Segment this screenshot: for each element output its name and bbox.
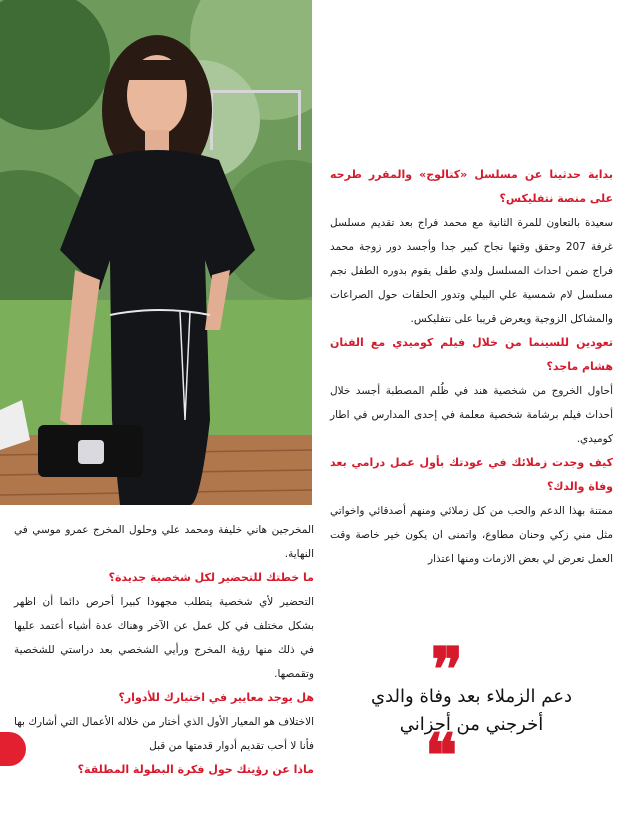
- pull-quote-line-1: دعم الزملاء بعد وفاة والدي: [371, 686, 572, 707]
- question-criteria: هل يوجد معايير في اختيارك للأدوار؟: [118, 691, 314, 704]
- left-column: [14, 518, 314, 782]
- quote-close-icon: ❝: [425, 721, 458, 791]
- question-colleagues: كيف وجدت زملائك في عودتك بأول عمل درامي بعد وفاة والدك؟: [330, 456, 613, 493]
- right-column: [330, 163, 613, 571]
- answer-preparation: التحضير لأي شخصية يتطلب مجهودا كبيرا أحرص دائما أن اظهر بشكل مختلف في كل عمل عن الآخر وهناك عدة أشياء أعتمد عليها في ذلك منها رؤية المخرج ورأيي الشخصي بعد دراستي للشخصية وتقمصها.: [14, 596, 314, 680]
- answer-criteria: الاختلاف هو المعيار الأول الذي أختار من خلاله الأعمال التي أشارك بها فأنا لا أحب تقديم أدوار قدمتها من قبل: [14, 716, 314, 752]
- pull-quote: [330, 635, 613, 791]
- photo-illustration: [0, 0, 312, 505]
- answer-directors: المخرجين هاني خليفة ومحمد علي وحلول المخرج عمرو موسي في النهاية.: [14, 524, 314, 560]
- answer-catalog: سعيدة بالتعاون للمرة الثانية مع محمد فراج بعد تقديم مسلسل غرفة 207 وحقق وقتها نجاح كبير جدا وأجسد دور زوجة محمد فراج ضمن احداث المسلسل ولدي طفل يقوم بدوره الطفل نجم مسلسل لام شمسية علي البيلي وتدور الحلقات حول الصراعات والمشاكل الزوجية ويعرض قريبا على نتفليكس.: [330, 217, 613, 325]
- answer-colleagues: ممتنة بهذا الدعم والحب من كل زملائي ومنهم أصدقائي واخواتي مثل مني زكي وحنان مطاوع، واتمنى ان يكون خير خاصة وقت العمل تعرض لي بعض الازمات ومنها اعتذار: [330, 505, 613, 565]
- article-photo: [0, 0, 312, 505]
- question-lead-role: ماذا عن رؤيتك حول فكرة البطولة المطلقة؟: [77, 763, 314, 776]
- question-preparation: ما خطتك للتحضير لكل شخصية جديدة؟: [108, 571, 314, 584]
- question-cinema: تعودين للسينما من خلال فيلم كوميدي مع الفنان هشام ماجد؟: [330, 336, 613, 373]
- question-catalog: بداية حدثينا عن مسلسل «كتالوج» والمقرر طرحه على منصة نتفليكس؟: [330, 168, 613, 205]
- quote-open-icon: ❞: [430, 635, 463, 705]
- answer-cinema: أحاول الخروج من شخصية هند في ظُلم المصطبة أجسد خلال أحداث فيلم برشامة شخصية معلمة في إحدى المدارس في اطار كوميدي.: [330, 385, 613, 445]
- pull-quote-line-2: أخرجني من أحزاني: [399, 714, 544, 735]
